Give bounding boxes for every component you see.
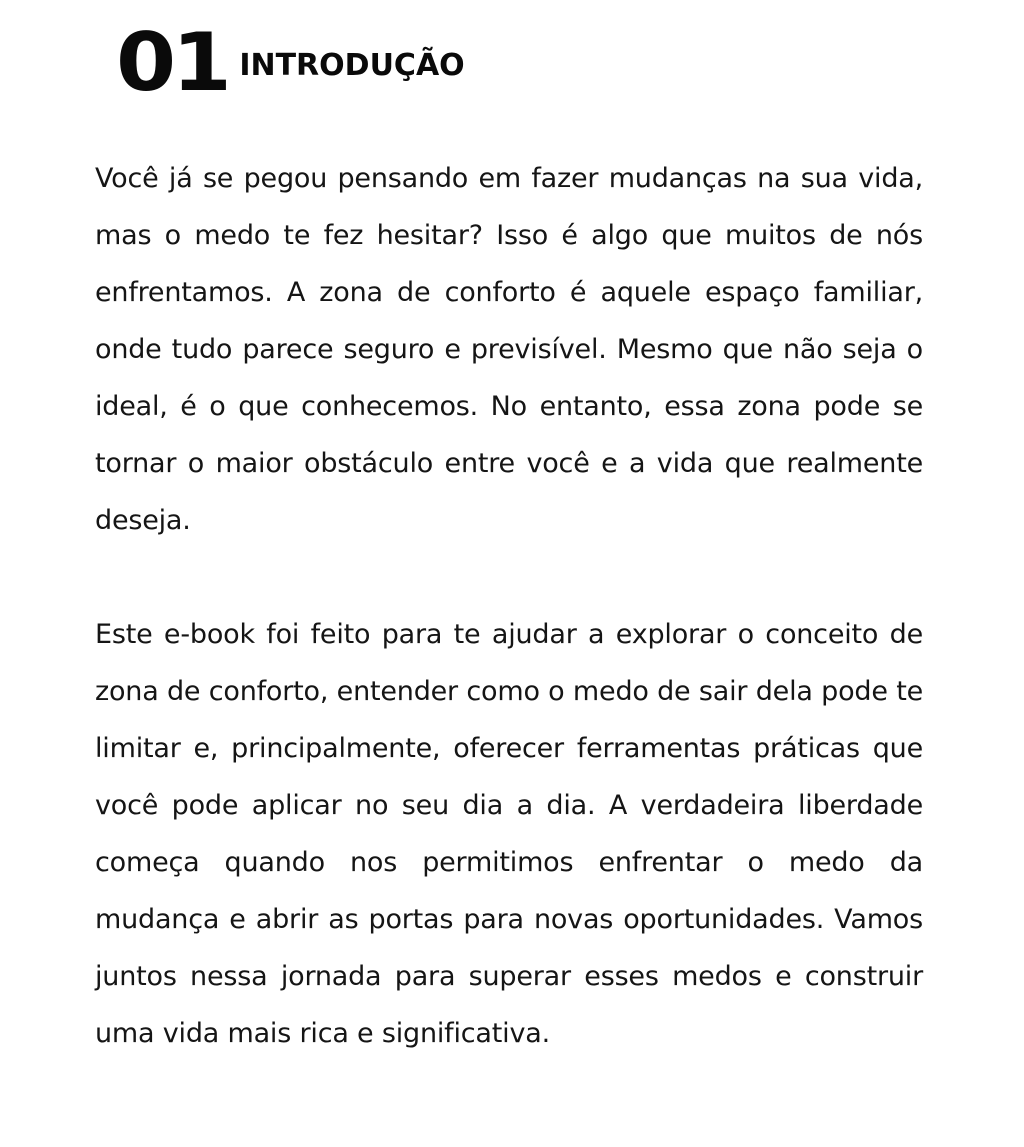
chapter-header [116, 18, 465, 108]
paragraph-intro: Você já se pegou pensando em fazer mudanças na sua vida, mas o medo te fez hesitar? Isso é algo que muitos de nós enfrentamos. A zona de conforto é aquele espaço familiar, onde tudo parece seguro e previsível. Mesmo que não seja o ideal, é o que conhecemos. No entanto, essa zona pode se tornar o maior obstáculo entre você e a vida que realmente deseja. [95, 163, 923, 536]
chapter-number: 01 [116, 16, 228, 109]
chapter-body [95, 150, 923, 1062]
chapter-title: INTRODUÇÃO [239, 48, 465, 83]
paragraph-ebook-purpose: Este e-book foi feito para te ajudar a explorar o conceito de zona de conforto, entender como o medo de sair dela pode te limitar e, principalmente, oferecer ferramentas práticas que você pode aplicar no seu dia a dia. A verdadeira liberdade começa quando nos permitimos enfrentar o medo da mudança e abrir as portas para novas oportunidades. Vamos juntos nessa jornada para superar esses medos e construir uma vida mais rica e significativa. [95, 619, 923, 1049]
